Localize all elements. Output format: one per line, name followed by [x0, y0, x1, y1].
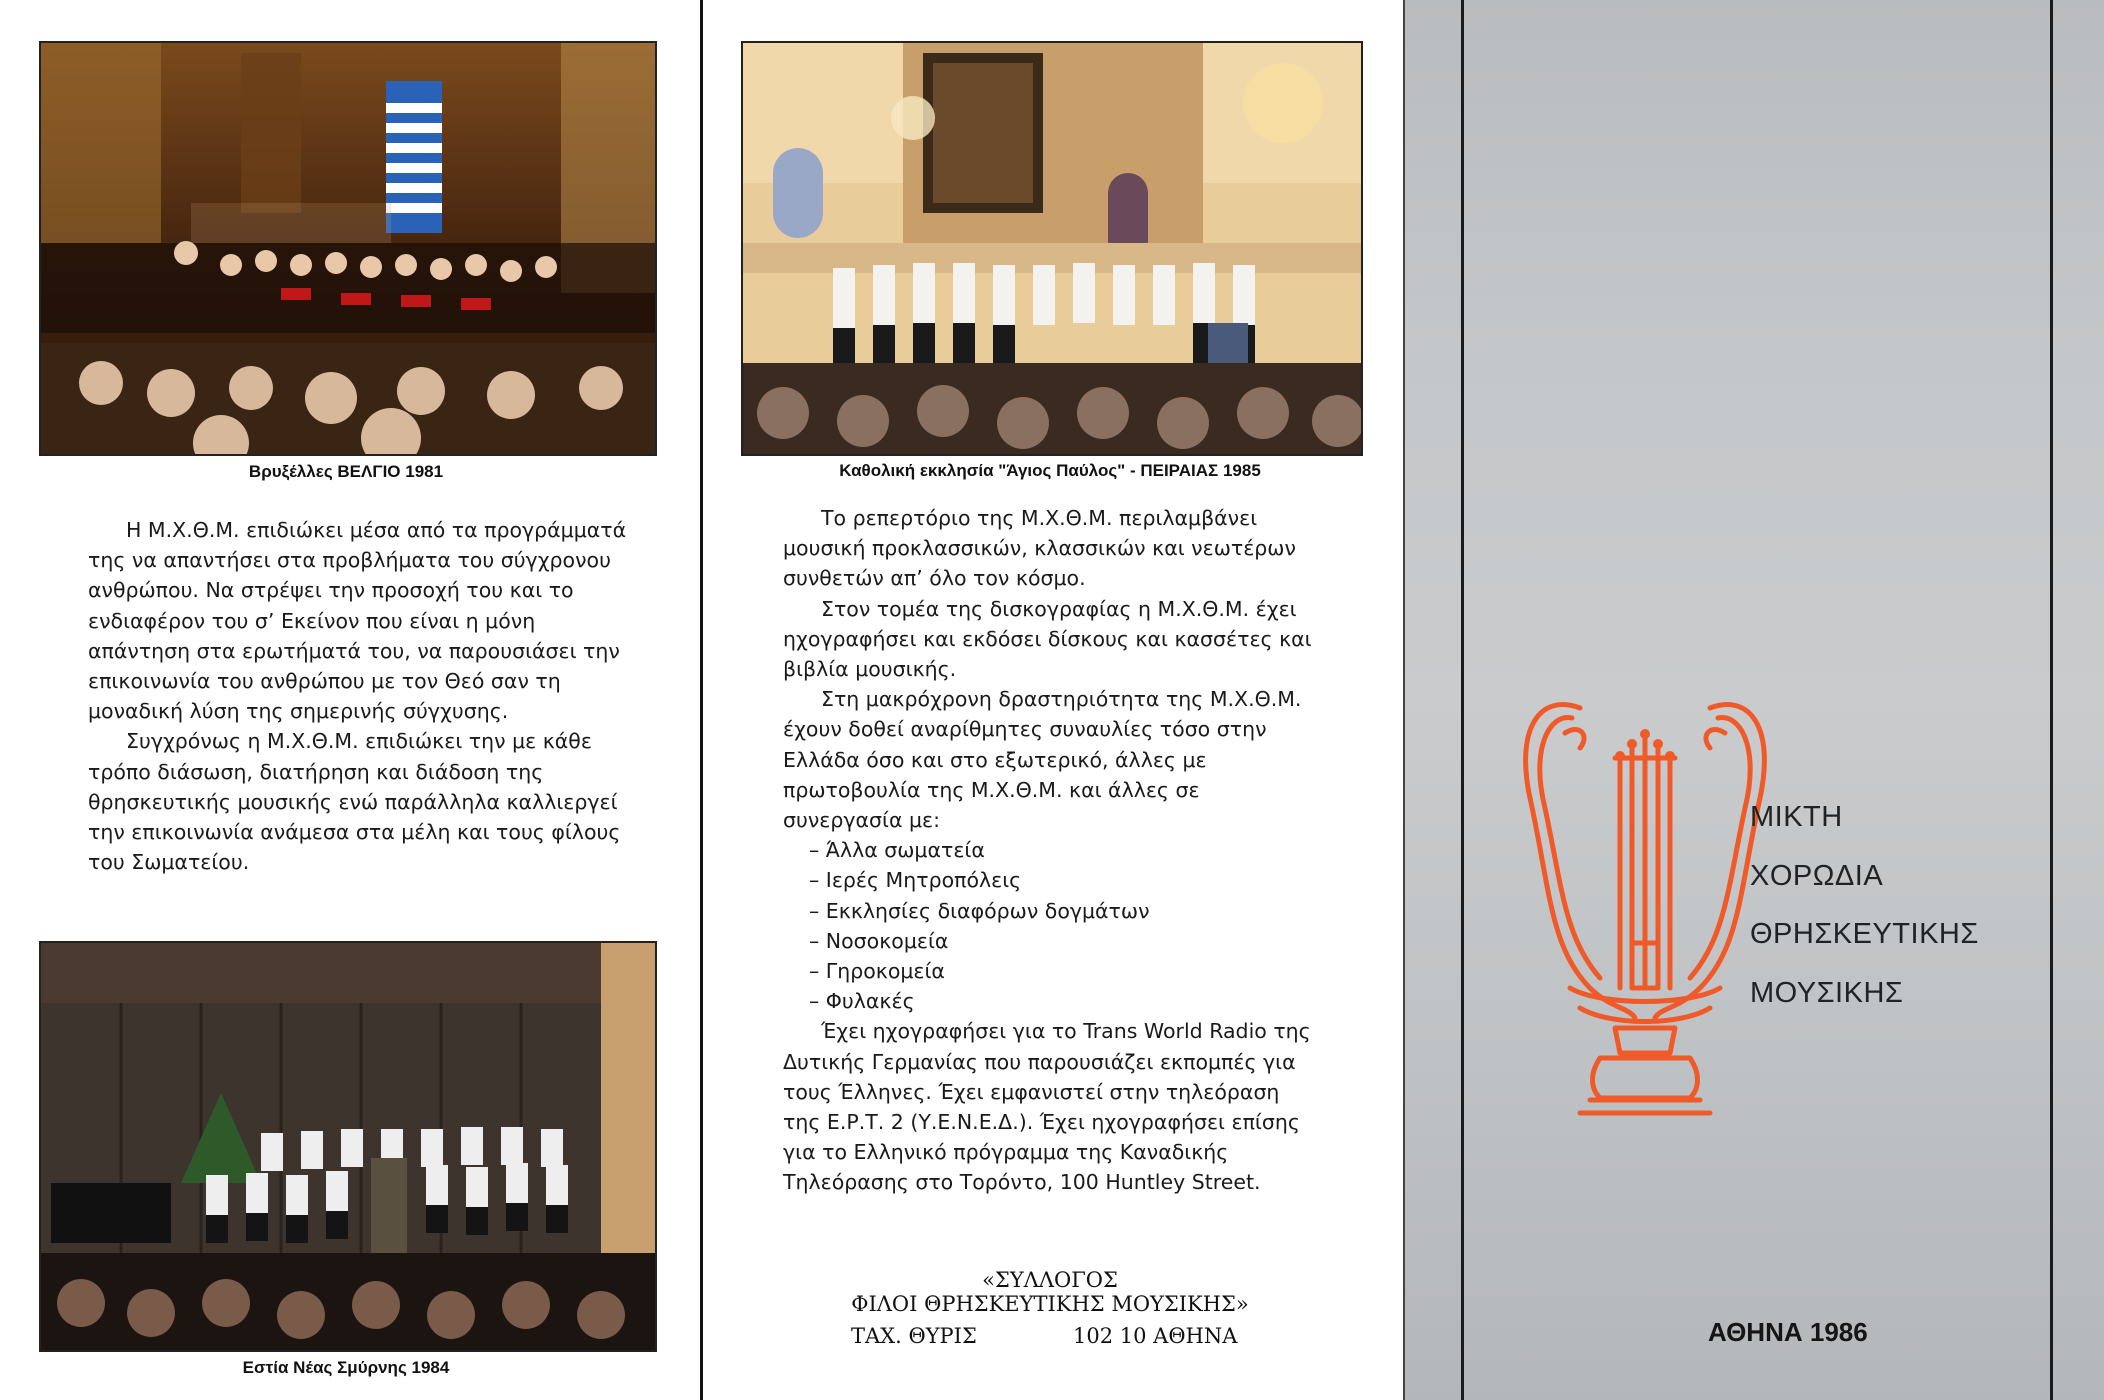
address-po-box: ΤΑΧ. ΘΥΡΙΣ — [851, 1324, 977, 1348]
left-panel — [0, 0, 700, 1400]
lyre-icon — [1510, 688, 1780, 1128]
photo-nea-smyrni-caption: Εστία Νέας Σμύρνης 1984 — [242, 1358, 450, 1377]
address-postcode-city: 102 10 ΑΘΗΝΑ — [1073, 1324, 1238, 1348]
list-item: – Νοσοκομεία — [809, 926, 1323, 956]
cover-title-line: ΧΟΡΩΔΙΑ — [1750, 859, 1884, 892]
left-paragraph: Η Μ.Χ.Θ.Μ. επιδιώκει μέσα από τα προγράμματά της να απαντήσει στα προβλήματα του σύγχρονου ανθρώπου. Να στρέψει την προσοχή του και το ενδιαφέρον του σ’ Εκείνον που είναι η μόνη απάντηση στα ερωτήματά του, να παρουσιάσει την επικοινωνία του ανθρώπου με τον Θεό σαν τη μοναδική λύση της σημερινής σύγχυσης. — [88, 518, 627, 724]
association-name-line2: ΦΙΛΟΙ ΘΡΗΣΚΕΥΤΙΚΗΣ ΜΟΥΣΙΚΗΣ» — [851, 1292, 1249, 1316]
list-item: – Άλλα σωματεία — [809, 835, 1323, 865]
middle-body-text — [783, 503, 1323, 1198]
association-name — [790, 1268, 1310, 1316]
photo-piraeus-caption: Καθολική εκκλησία "Άγιος Παύλος" - ΠΕΙΡΑΙΑΣ 1985 — [839, 461, 1261, 480]
cover-title-line: ΘΡΗΣΚΕΥΤΙΚΗΣ — [1750, 918, 1979, 950]
list-item: – Εκκλησίες διαφόρων δογμάτων — [809, 896, 1323, 926]
cover-panel — [1405, 0, 2104, 1400]
photo-nea-smyrni-concert — [39, 941, 657, 1352]
cover-date: ΑΘΗΝΑ 1986 — [1708, 1317, 1868, 1347]
middle-paragraph: Το ρεπερτόριο της Μ.Χ.Θ.Μ. περιλαμβάνει μουσική προκλασσικών, κλασσικών και νεωτέρων συνθετών απ’ όλο τον κόσμο. — [783, 506, 1296, 591]
list-item: – Ιερές Μητροπόλεις — [809, 865, 1323, 895]
middle-paragraph: Στον τομέα της δισκογραφίας η Μ.Χ.Θ.Μ. έχει ηχογραφήσει και εκδόσει δίσκους και κασσέτες και βιβλία μουσικής. — [783, 596, 1312, 682]
left-body-text — [88, 515, 628, 877]
middle-paragraph: Στη μακρόχρονη δραστηριότητα της Μ.Χ.Θ.Μ. έχουν δοθεί αναρίθμητες συναυλίες τόσο στην Ελλάδα όσο και στο εξωτερικό, άλλες με πρωτοβουλία της Μ.Χ.Θ.Μ. και άλλες σε συνεργασία με: — [783, 687, 1302, 833]
left-paragraph: Συγχρόνως η Μ.Χ.Θ.Μ. επιδιώκει την με κάθε τρόπο διάσωση, διατήρηση και διάδοση της θρησκευτικής μουσικής ενώ παράλληλα καλλιεργεί την επικοινωνία ανάμεσα στα μέλη και τους φίλους του Σωματείου. — [88, 729, 621, 875]
cover-title — [1750, 788, 1979, 1022]
cover-title-line: ΜΙΚΤΗ — [1750, 801, 1843, 833]
greek-flag — [386, 81, 442, 233]
collaboration-list — [783, 835, 1323, 1016]
middle-panel — [703, 0, 1403, 1400]
photo-brussels-concert — [39, 41, 657, 456]
cover-title-line: ΜΟΥΣΙΚΗΣ — [1750, 976, 1904, 1009]
photo-piraeus-church-concert — [741, 41, 1363, 456]
middle-closing-paragraph: Έχει ηχογραφήσει για το Trans World Radio της Δυτικής Γερμανίας που παρουσιάζει εκπομπές για τους Έλληνες. Έχει εμφανιστεί στην τηλεόραση της Ε.Ρ.Τ. 2 (Υ.Ε.Ν.Ε.Δ.). Έχει ηχογραφήσει επίσης για το Ελληνικό πρόγραμμα της Καναδικής Τηλεόρασης στο Τορόντο, 100 Huntley Street. — [783, 1019, 1311, 1195]
list-item: – Γηροκομεία — [809, 956, 1323, 986]
list-item: – Φυλακές — [809, 986, 1323, 1016]
photo-brussels-caption: Βρυξέλλες ΒΕΛΓΙΟ 1981 — [248, 462, 444, 481]
association-name-line1: «ΣΥΛΛΟΓΟΣ — [982, 1268, 1118, 1292]
